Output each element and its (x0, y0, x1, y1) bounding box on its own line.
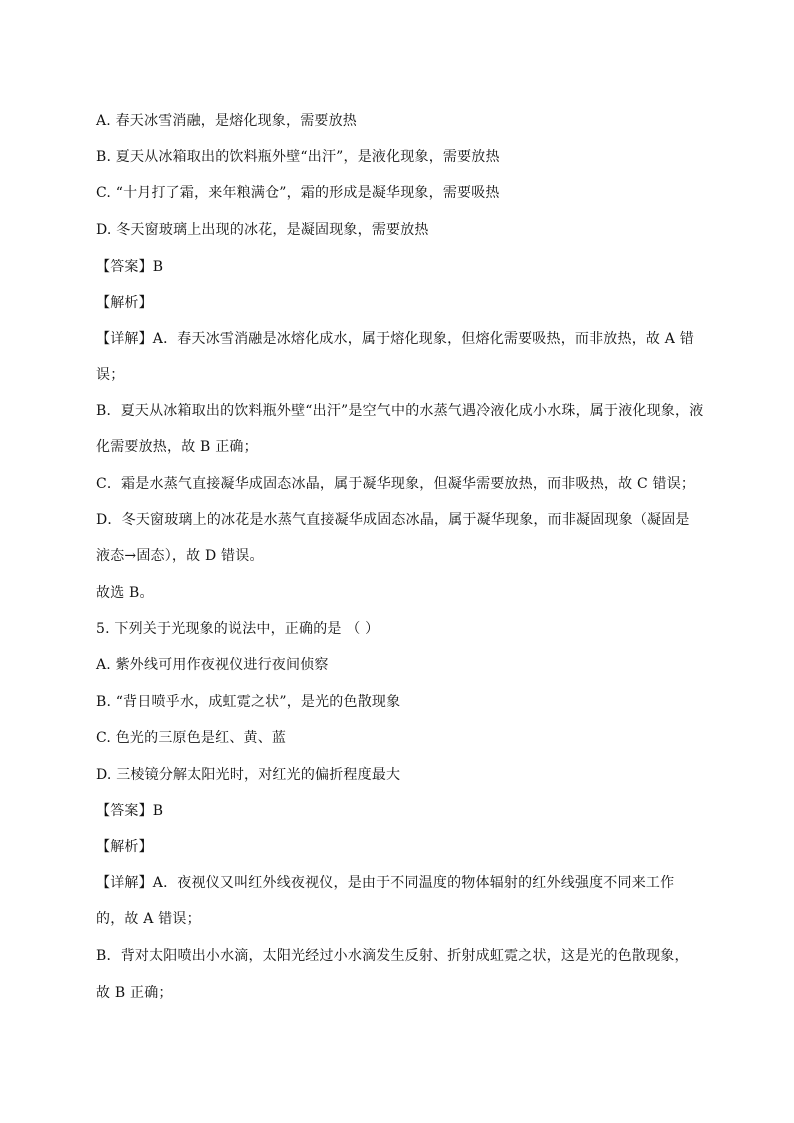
explanation-line: D．冬天窗玻璃上的冰花是水蒸气直接凝华成固态冰晶，属于凝华现象，而非凝固现象（凝固是 (96, 512, 690, 528)
option-a-q4: A. 春天冰雪消融，是熔化现象，需要放热 (96, 113, 358, 129)
explanation-line: B．夏天从冰箱取出的饮料瓶外壁“出汗”是空气中的水蒸气遇冷液化成小水珠，属于液化现象，液 (96, 403, 704, 419)
option-a-q5: A. 紫外线可用作夜视仪进行夜间侦察 (96, 657, 329, 673)
explanation-line: 的，故 A 错误； (96, 911, 201, 927)
option-d-q4: D. 冬天窗玻璃上出现的冰花，是凝固现象，需要放热 (96, 222, 429, 238)
option-c-q4: C. “十月打了霜，来年粮满仓”，霜的形成是凝华现象，需要吸热 (96, 185, 500, 201)
answer-q5: 【答案】B (96, 803, 164, 819)
explanation-line: C．霜是水蒸气直接凝华成固态冰晶，属于凝华现象，但凝华需要放热，而非吸热，故 C 错误； (96, 476, 696, 492)
explanation-line: B．背对太阳喷出小水滴，太阳光经过小水滴发生反射、折射成虹霓之状，这是光的色散现象， (96, 948, 689, 964)
option-c-q5: C. 色光的三原色是红、黄、蓝 (96, 730, 287, 746)
explanation-line: 液态→固态），故 D 错误。 (96, 548, 264, 564)
conclusion-q4: 故选 B。 (96, 585, 154, 601)
explanation-line: 故 B 正确； (96, 985, 173, 1001)
explanation-line: 【详解】A．春天冰雪消融是冰熔化成水，属于熔化现象，但熔化需要吸热，而非放热，故 A 错 (96, 331, 694, 347)
explanation-line: 误； (96, 367, 125, 383)
explanation-line: 【详解】A．夜视仪又叫红外线夜视仪，是由于不同温度的物体辐射的红外线强度不同来工作 (96, 875, 675, 891)
question-5-stem: 5. 下列关于光现象的说法中，正确的是 （ ） (96, 621, 380, 637)
analysis-heading-q5: 【解析】 (96, 839, 153, 855)
option-d-q5: D. 三棱镜分解太阳光时，对红光的偏折程度最大 (96, 767, 401, 783)
explanation-line: 化需要放热，故 B 正确； (96, 439, 258, 455)
option-b-q5: B. “背日喷乎水，成虹霓之状”，是光的色散现象 (96, 694, 401, 710)
option-b-q4: B. 夏天从冰箱取出的饮料瓶外壁“出汗”，是液化现象，需要放热 (96, 149, 500, 165)
answer-q4: 【答案】B (96, 259, 164, 275)
analysis-heading-q4: 【解析】 (96, 295, 153, 311)
